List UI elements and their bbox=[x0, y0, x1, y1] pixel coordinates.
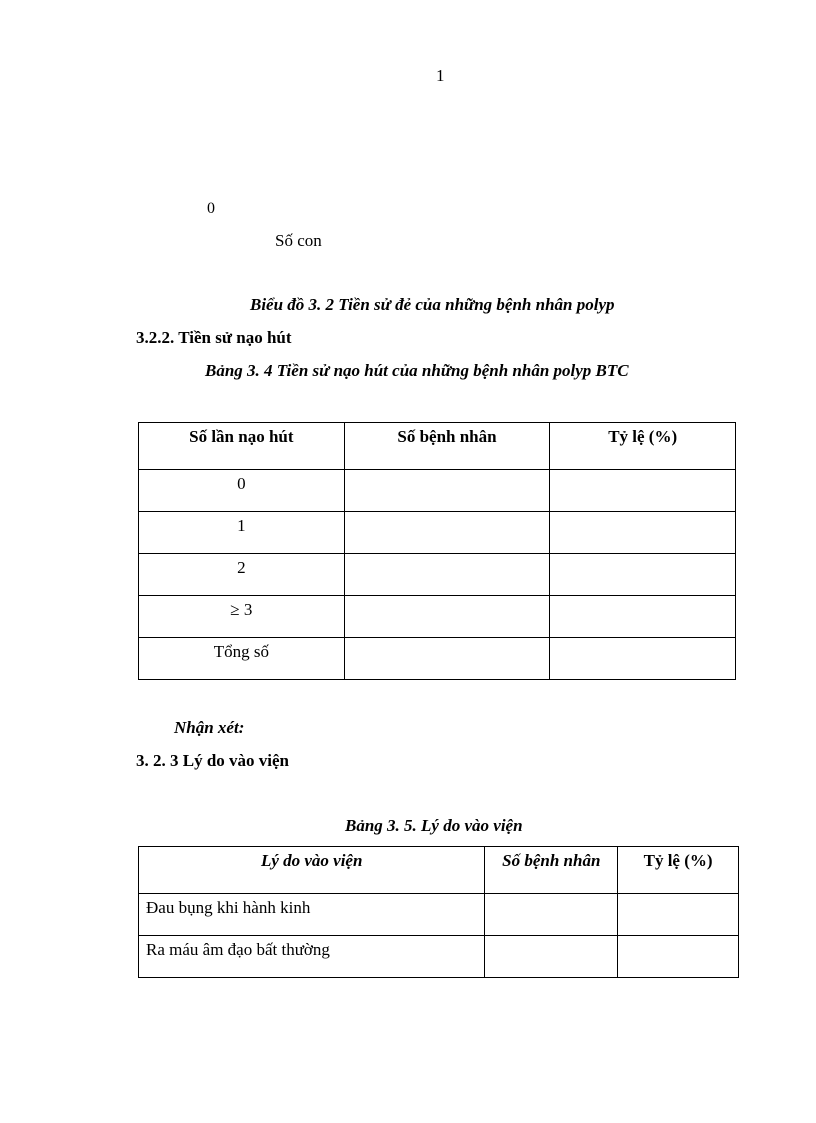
table-header-row bbox=[139, 423, 736, 470]
table-cell bbox=[485, 894, 618, 936]
table-cell bbox=[485, 936, 618, 978]
column-header: Lý do vào viện bbox=[139, 847, 485, 894]
table-header-row bbox=[139, 847, 739, 894]
table-cell bbox=[618, 936, 739, 978]
table-cell bbox=[618, 894, 739, 936]
table-row bbox=[139, 638, 736, 680]
chart-caption: Biểu đồ 3. 2 Tiền sử đẻ của những bệnh nhân polyp bbox=[250, 295, 615, 314]
table-cell: 1 bbox=[139, 512, 345, 554]
table-row bbox=[139, 596, 736, 638]
table-row bbox=[139, 470, 736, 512]
table-cell bbox=[344, 470, 550, 512]
table-curettage-history bbox=[138, 422, 736, 680]
table-row bbox=[139, 894, 739, 936]
section-heading-3-2-3: 3. 2. 3 Lý do vào viện bbox=[136, 751, 290, 770]
table-cell: Tổng số bbox=[139, 638, 345, 680]
table-row bbox=[139, 936, 739, 978]
column-header: Số bệnh nhân bbox=[485, 847, 618, 894]
column-header: Số lần nạo hút bbox=[139, 423, 345, 470]
section-heading-3-2-2: 3.2.2. Tiền sử nạo hút bbox=[136, 328, 292, 347]
chart-x-axis-label: Số con bbox=[275, 231, 322, 250]
table-cell bbox=[550, 596, 736, 638]
table5-caption: Bảng 3. 5. Lý do vào viện bbox=[345, 816, 523, 835]
table-cell: Ra máu âm đạo bất thường bbox=[139, 936, 485, 978]
column-header: Tỷ lệ (%) bbox=[550, 423, 736, 470]
table-cell bbox=[550, 470, 736, 512]
table-cell bbox=[344, 554, 550, 596]
table-cell bbox=[344, 596, 550, 638]
table4-caption: Bảng 3. 4 Tiền sử nạo hút của những bệnh nhân polyp BTC bbox=[205, 361, 629, 380]
chart-tick-label: 0 bbox=[207, 200, 215, 217]
table-cell bbox=[550, 512, 736, 554]
table-cell: ≥ 3 bbox=[139, 596, 345, 638]
table-cell bbox=[344, 512, 550, 554]
table-admission-reason bbox=[138, 846, 739, 978]
table-cell bbox=[550, 638, 736, 680]
remark-label: Nhận xét: bbox=[174, 718, 245, 737]
column-header: Tỷ lệ (%) bbox=[618, 847, 739, 894]
table-cell: 2 bbox=[139, 554, 345, 596]
table-cell: Đau bụng khi hành kinh bbox=[139, 894, 485, 936]
table-cell bbox=[344, 638, 550, 680]
page-number: 1 bbox=[436, 66, 445, 85]
table-cell: 0 bbox=[139, 470, 345, 512]
table-row bbox=[139, 512, 736, 554]
table-cell bbox=[550, 554, 736, 596]
column-header: Số bệnh nhân bbox=[344, 423, 550, 470]
table-row bbox=[139, 554, 736, 596]
